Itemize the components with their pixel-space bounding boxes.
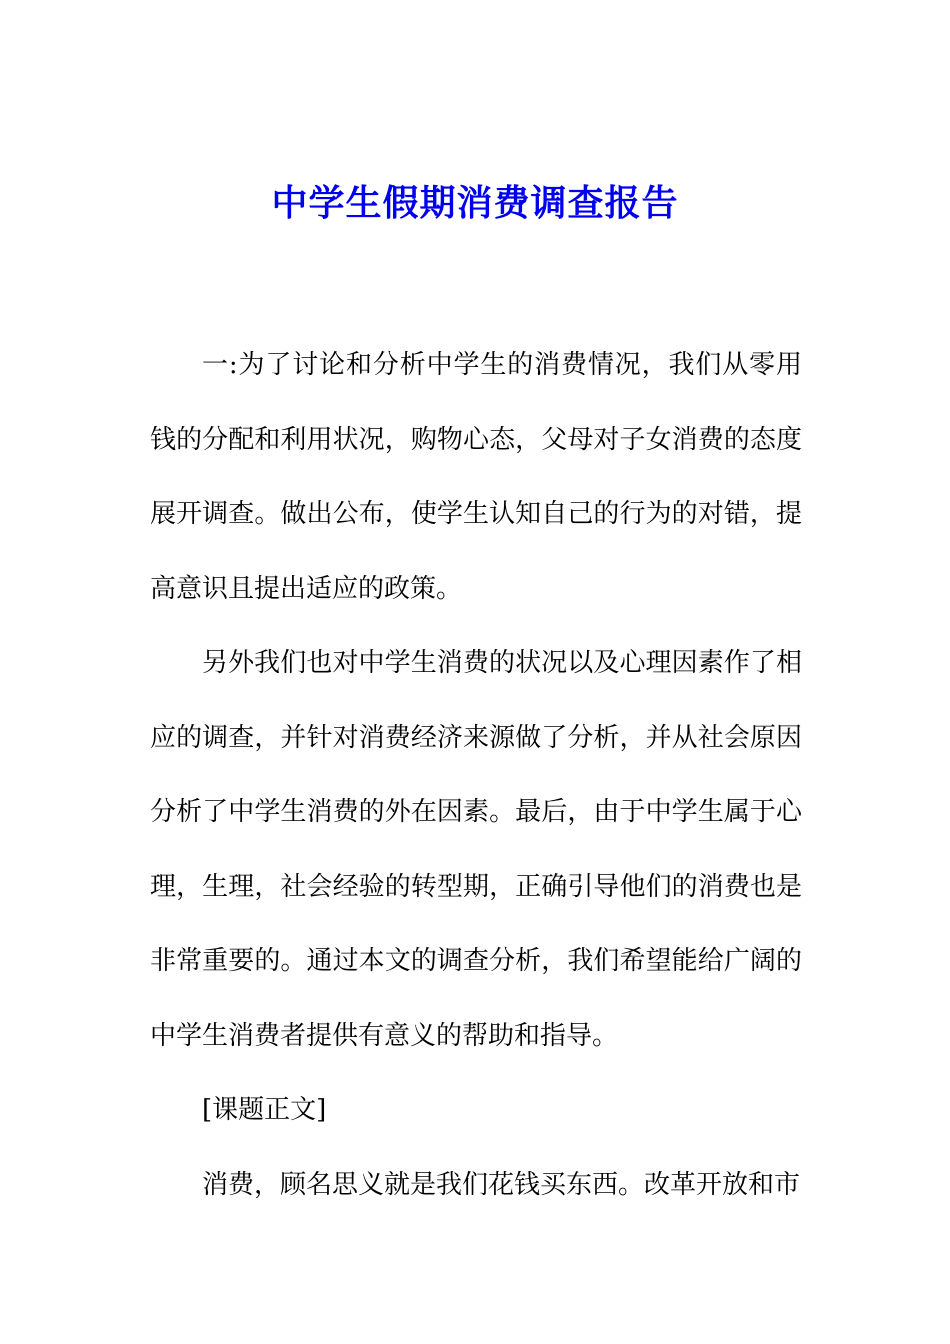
document-title: 中学生假期消费调查报告 <box>271 183 679 224</box>
paragraph-analysis: 另外我们也对中学生消费的状况以及心理因素作了相应的调查，并针对消费经济来源做了分析，并从社会原因分析了中学生消费的外在因素。最后，由于中学生属于心理，生理，社会经验的转型期，正确引导他们的消费也是非常重要的。通过本文的调查分析，我们希望能给广阔的中学生消费者提供有意义的帮助和指导。 <box>150 648 802 1051</box>
document-body <box>150 328 802 1222</box>
paragraph-intro: 一:为了讨论和分析中学生的消费情况，我们从零用钱的分配和利用状况，购物心态，父母对子女消费的态度展开调查。做出公布，使学生认知自己的行为的对错，提高意识且提出适应的政策。 <box>150 350 802 604</box>
section-heading-main-text: [课题正文] <box>202 1095 327 1125</box>
paragraph-consumption: 消费，顾名思义就是我们花钱买东西。改革开放和市 <box>202 1169 801 1200</box>
